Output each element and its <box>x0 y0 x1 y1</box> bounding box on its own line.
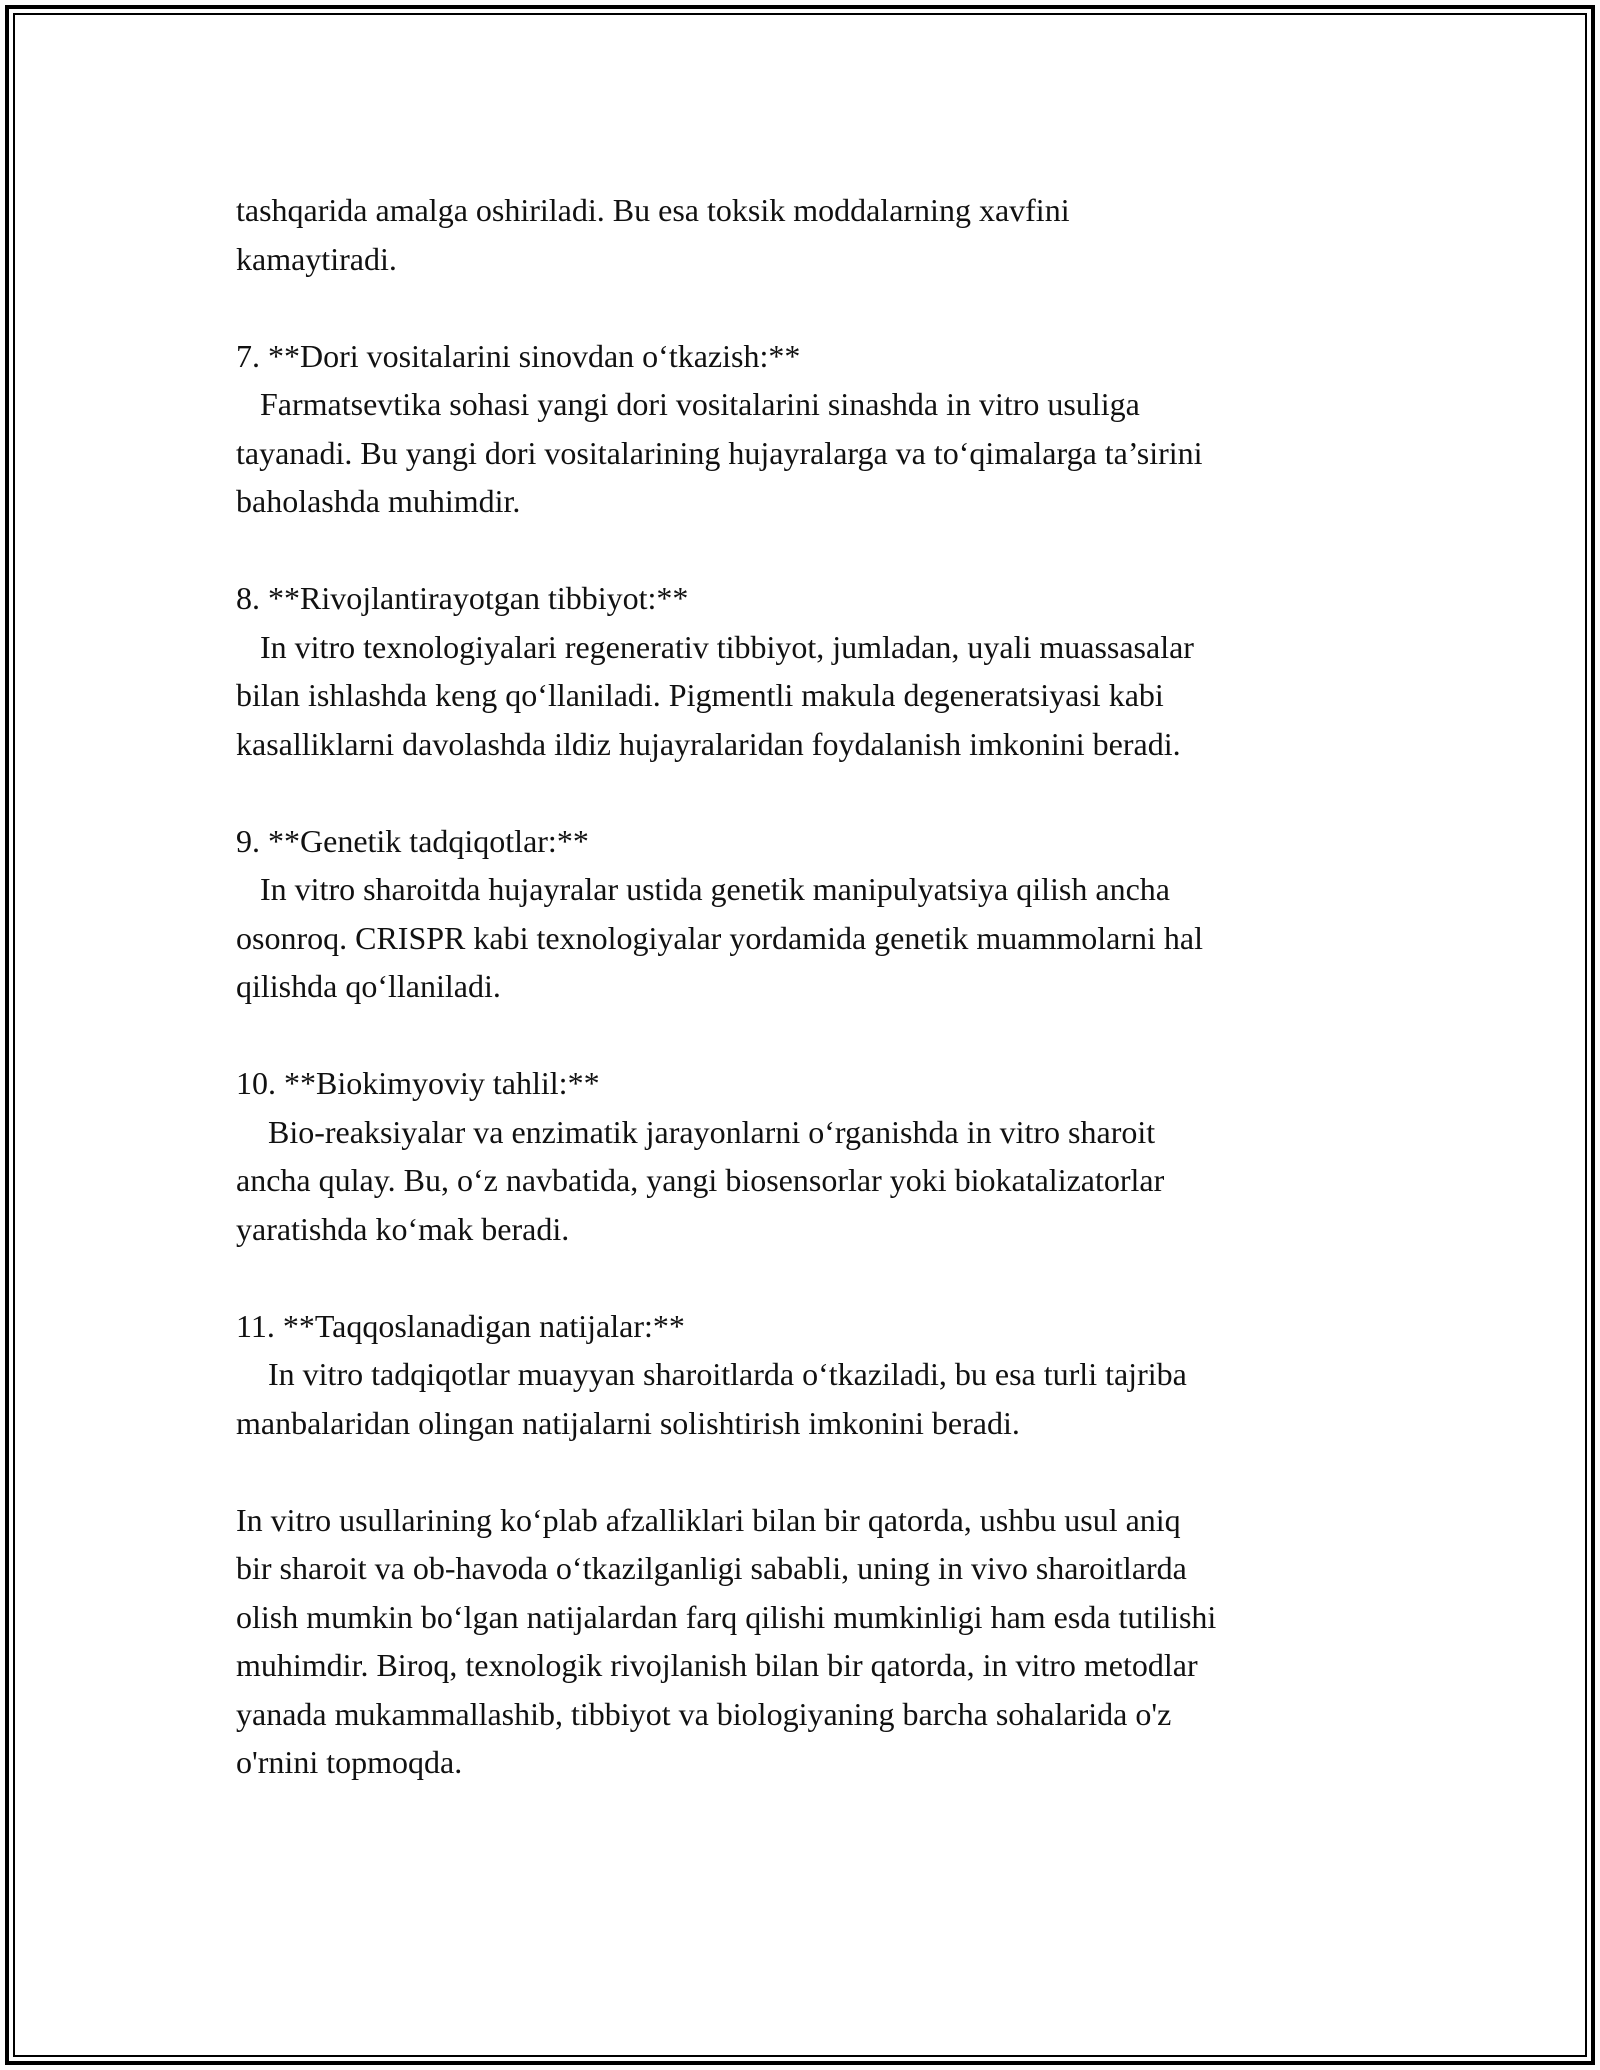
list-item-heading: 7. **Dori vositalarini sinovdan o‘tkazish:** <box>236 337 801 374</box>
list-item-heading: 9. **Genetik tadqiqotlar:** <box>236 822 589 859</box>
paragraph-gap <box>236 283 1386 332</box>
list-item-heading: 8. **Rivojlantirayotgan tibbiyot:** <box>236 580 689 616</box>
text-line: osonroq. CRISPR kabi texnologiyalar yordamida genetik muammolarni hal <box>236 919 1203 956</box>
text-line: In vitro tadqiqotlar muayyan sharoitlarda o‘tkaziladi, bu esa turli tajriba <box>236 1356 1187 1392</box>
text-line: Farmatsevtika sohasi yangi dori vositalarini sinashda in vitro usuliga <box>236 386 1140 422</box>
text-line: yanada mukammallashib, tibbiyot va biologiyaning barcha sohalarida o'z <box>236 1695 1172 1732</box>
text-line: In vitro usullarining ko‘plab afzalliklari bilan bir qatorda, ushbu usul aniq <box>236 1501 1181 1538</box>
text-line: tashqarida amalga oshiriladi. Bu esa toksik moddalarning xavfini <box>236 192 1070 228</box>
list-item-heading: 10. **Biokimyoviy tahlil:** <box>236 1065 600 1101</box>
paragraph-gap <box>236 768 1386 817</box>
list-item <box>236 574 1386 768</box>
text-line: tayanadi. Bu yangi dori vositalarining hujayralarga va to‘qimalarga ta’sirini <box>236 434 1203 471</box>
text-line: In vitro sharoitda hujayralar ustida genetik manipulyatsiya qilish ancha <box>236 871 1170 907</box>
text-line: bilan ishlashda keng qo‘llaniladi. Pigmentli makula degeneratsiyasi kabi <box>236 677 1164 713</box>
list-item <box>236 1059 1386 1253</box>
text-line: o'rnini topmoqda. <box>236 1744 463 1780</box>
text-line: kamaytiradi. <box>236 240 397 277</box>
text-line: baholashda muhimdir. <box>236 483 521 519</box>
paragraph <box>236 186 1386 283</box>
text-line: bir sharoit va ob-havoda o‘tkazilganligi sababli, uning in vivo sharoitlarda <box>236 1550 1187 1586</box>
paragraph-gap <box>236 1011 1386 1060</box>
text-line: muhimdir. Biroq, texnologik rivojlanish bilan bir qatorda, in vitro metodlar <box>236 1647 1198 1683</box>
text-line: ancha qulay. Bu, o‘z navbatida, yangi biosensorlar yoki biokatalizatorlar <box>236 1162 1165 1198</box>
text-line: In vitro texnologiyalari regenerativ tibbiyot, jumladan, uyali muassasalar <box>236 628 1194 665</box>
list-item <box>236 1302 1386 1448</box>
paragraph-gap <box>236 526 1386 575</box>
text-line: olish mumkin bo‘lgan natijalardan farq qilishi mumkinligi ham esda tutilishi <box>236 1598 1217 1635</box>
paragraph <box>236 1496 1386 1787</box>
text-line: yaratishda ko‘mak beradi. <box>236 1210 570 1247</box>
list-item-heading: 11. **Taqqoslanadigan natijalar:** <box>236 1307 685 1344</box>
document-body <box>236 186 1386 1787</box>
text-line: manbalaridan olingan natijalarni solishtirish imkonini beradi. <box>236 1404 1020 1441</box>
paragraph-gap <box>236 1447 1386 1496</box>
text-line: qilishda qo‘llaniladi. <box>236 968 501 1004</box>
text-line: kasalliklarni davolashda ildiz hujayralaridan foydalanish imkonini beradi. <box>236 725 1181 762</box>
paragraph-gap <box>236 1253 1386 1302</box>
text-line: Bio-reaksiyalar va enzimatik jarayonlarni o‘rganishda in vitro sharoit <box>236 1113 1156 1150</box>
list-item <box>236 817 1386 1011</box>
list-item <box>236 332 1386 526</box>
